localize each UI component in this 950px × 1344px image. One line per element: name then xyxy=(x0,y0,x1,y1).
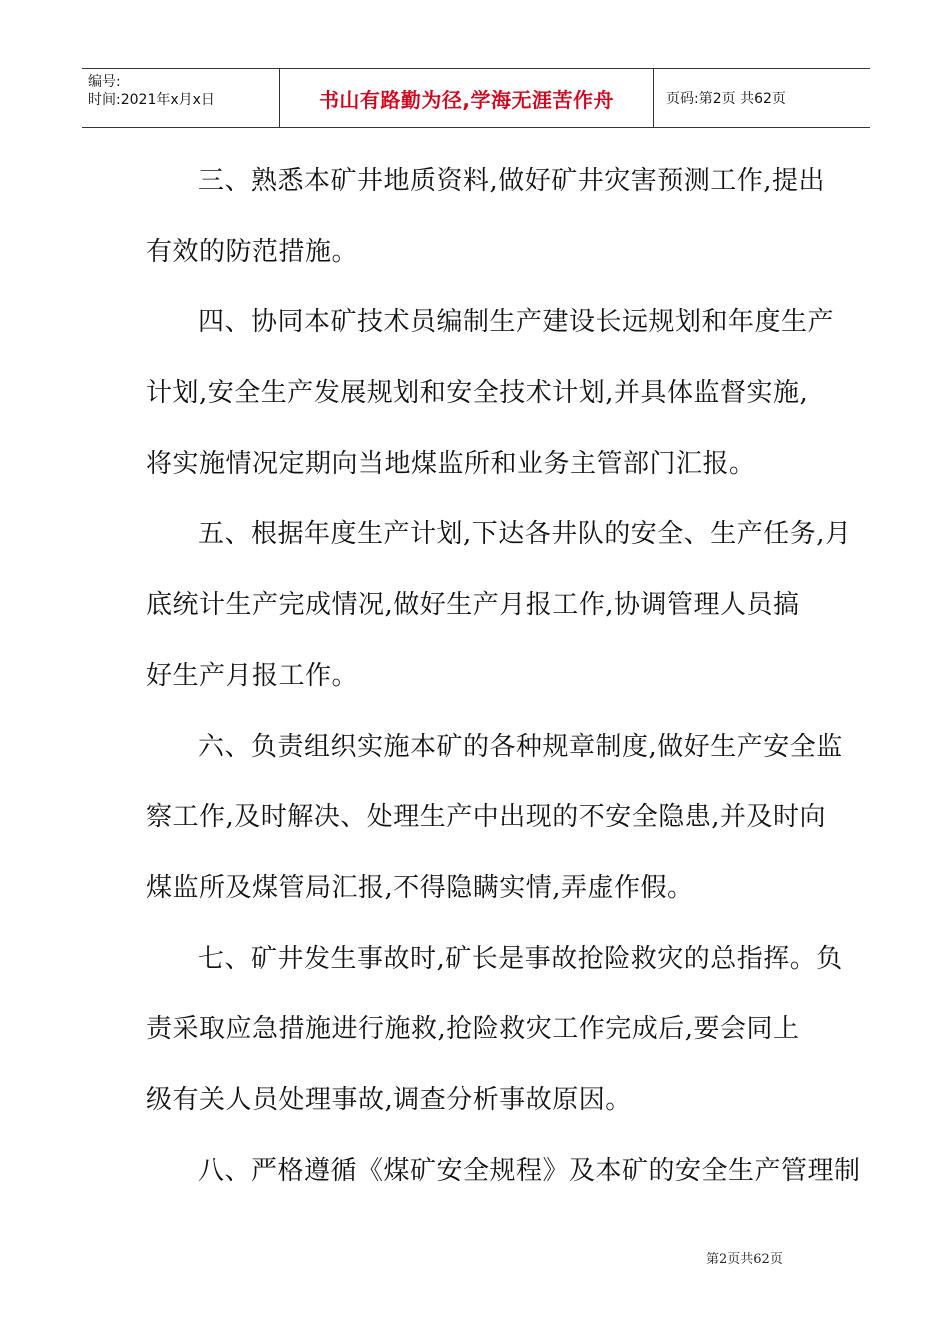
paragraph-line: 级有关人员处理事故,调查分析事故原因。 xyxy=(146,1084,632,1115)
page-footer: 第2页共62页 xyxy=(706,1252,783,1267)
document-body xyxy=(146,146,861,1206)
paragraph-line: 底统计生产完成情况,做好生产月报工作,协调管理人员搞 xyxy=(146,590,800,621)
paragraph-line: 有效的防范措施。 xyxy=(146,236,359,267)
document-time: 时间:2021年x月x日 xyxy=(88,92,215,108)
header-meta xyxy=(82,69,280,127)
paragraph-line: 责采取应急措施进行施救,抢险救灾工作完成后,要会同上 xyxy=(146,1014,800,1045)
document-number-label: 编号: xyxy=(88,74,121,90)
paragraph-line: 好生产月报工作。 xyxy=(146,660,359,691)
paragraph-line: 四、协同本矿技术员编制生产建设长远规划和年度生产 xyxy=(198,307,835,338)
paragraph-line: 七、矿井发生事故时,矿长是事故抢险救灾的总指挥。负 xyxy=(198,943,843,974)
paragraph-line: 煤监所及煤管局汇报,不得隐瞒实情,弄虚作假。 xyxy=(146,872,694,903)
paragraph-line: 察工作,及时解决、处理生产中出现的不安全隐患,并及时向 xyxy=(146,802,827,833)
page-header xyxy=(82,68,870,128)
paragraph-line: 五、根据年度生产计划,下达各井队的安全、生产任务,月 xyxy=(198,519,852,550)
header-motto: 书山有路勤为径,学海无涯苦作舟 xyxy=(280,69,654,127)
paragraph-line: 将实施情况定期向当地煤监所和业务主管部门汇报。 xyxy=(146,448,756,479)
paragraph-line: 三、熟悉本矿井地质资料,做好矿井灾害预测工作,提出 xyxy=(198,166,826,196)
paragraph-line: 八、严格遵循《煤矿安全规程》及本矿的安全生产管理制 xyxy=(198,1155,861,1186)
paragraph-line: 计划,安全生产发展规划和安全技术计划,并具体监督实施, xyxy=(146,378,809,409)
paragraph-line: 六、负责组织实施本矿的各种规章制度,做好生产安全监 xyxy=(198,731,843,762)
header-page-code: 页码:第2页 共62页 xyxy=(666,91,786,107)
